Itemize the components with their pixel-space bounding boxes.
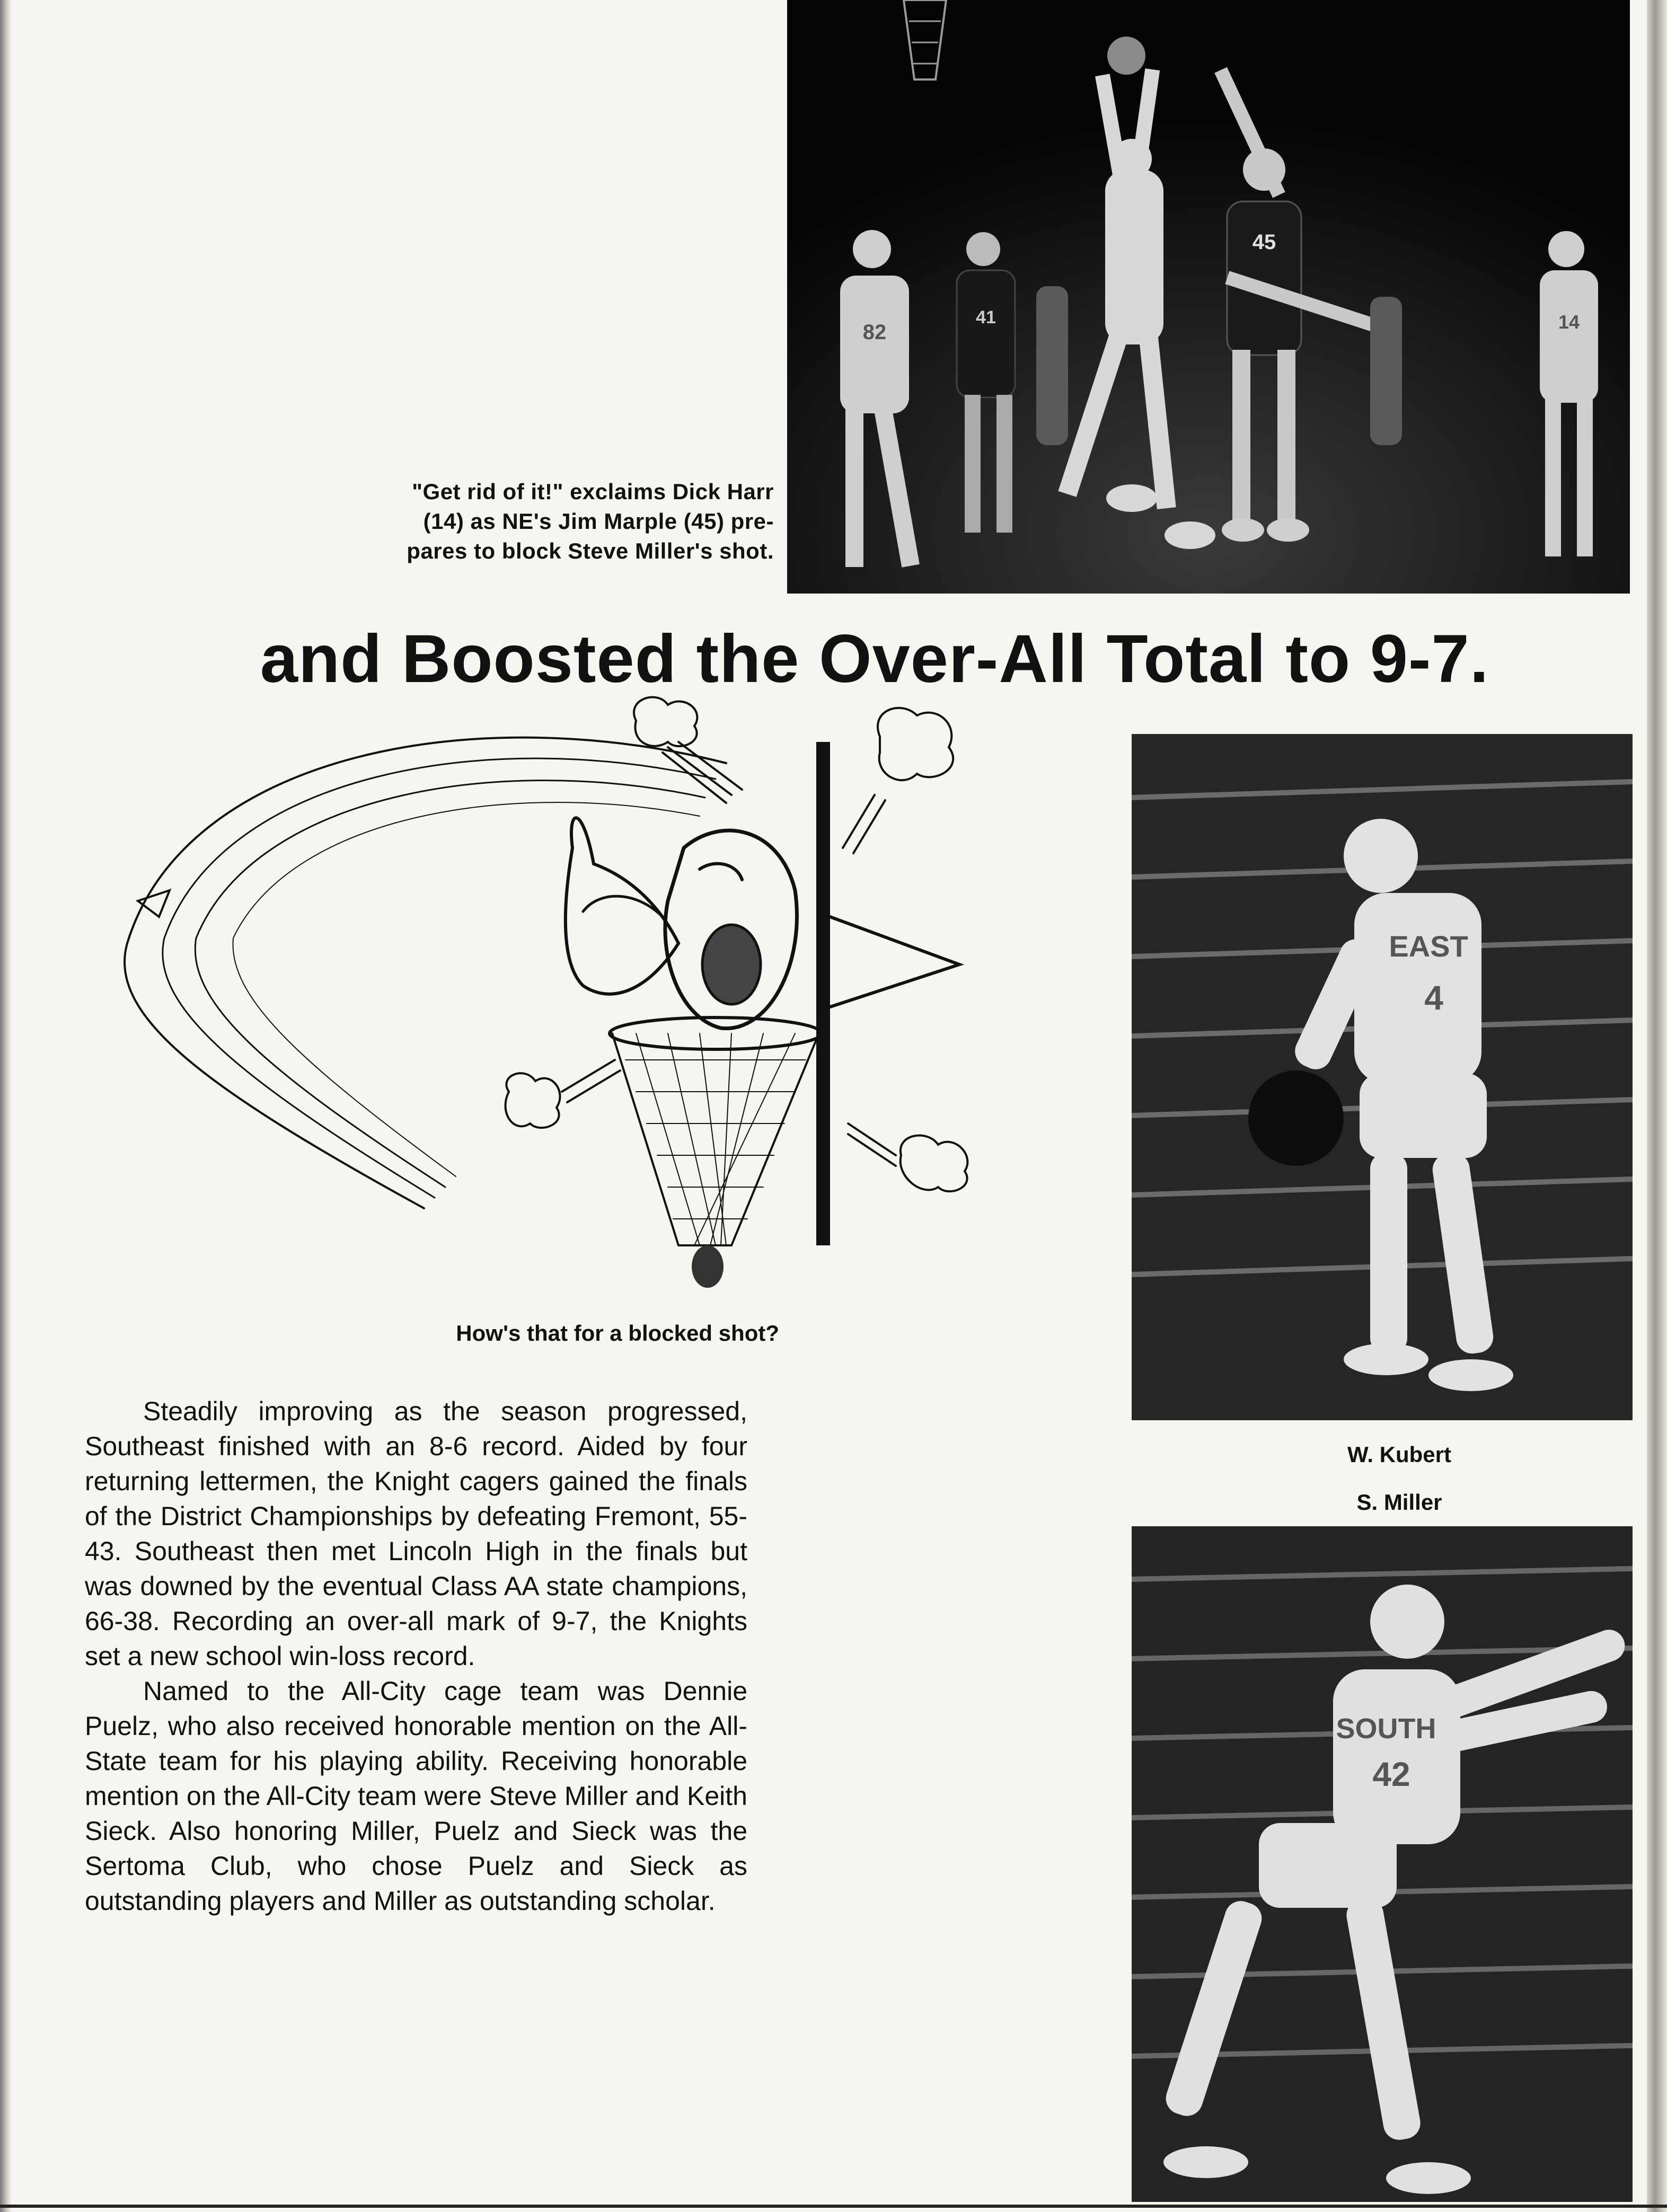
cartoon-caption: How's that for a blocked shot?	[456, 1321, 779, 1346]
jersey-number-41: 41	[976, 307, 996, 328]
jersey-text-east: EAST	[1389, 930, 1468, 963]
top-photo-caption	[297, 477, 774, 566]
player-photo-kubert	[1132, 734, 1633, 1420]
jersey-number-82: 82	[862, 321, 887, 344]
page-right-edge	[1647, 0, 1667, 2212]
bottom-rule	[0, 2205, 1667, 2208]
article-body	[85, 1394, 747, 1918]
article-paragraph: Steadily improving as the season progressed, Southeast finished with an 8-6 record. Aided by four returning lettermen, the Knight cagers gained the finals of the District Championships by defeating Fremont, 55-43. Southeast then met Lincoln High in the finals but was downed by the eventual Class AA state champions, 66-38. Recording an over-all mark of 9-7, the Knights set a new school win-loss record.	[85, 1396, 747, 1671]
player-photo-miller	[1132, 1526, 1633, 2202]
basketball-icon	[1248, 1070, 1344, 1166]
caption-line: "Get rid of it!" exclaims Dick Harr	[412, 479, 774, 504]
jersey-number-14: 14	[1558, 311, 1580, 333]
player-name-kubert: W. Kubert	[1347, 1442, 1451, 1467]
caption-line: (14) as NE's Jim Marple (45) pre-	[423, 509, 774, 534]
knight-blocking-shot-cartoon	[106, 689, 981, 1325]
page-binding-edge	[0, 0, 12, 2212]
article-paragraph: Named to the All-City cage team was Dennie Puelz, who also received honorable mention on the All-State team for his playing ability. Receiving honorable mention on the All-City team were Steve Miller and Keith Sieck. Also honoring Miller, Puelz and Sieck was the Sertoma Club, who chose Puelz and Sieck as outstanding players and Miller as outstanding scholar.	[85, 1676, 747, 1916]
top-action-photo	[787, 0, 1630, 594]
jersey-number-42: 42	[1372, 1755, 1410, 1793]
jersey-number-45: 45	[1252, 231, 1276, 254]
caption-line: pares to block Steve Miller's shot.	[407, 538, 774, 563]
jersey-text-south: SOUTH	[1336, 1713, 1436, 1745]
player-names	[1134, 1431, 1664, 1526]
player-name-miller: S. Miller	[1356, 1490, 1442, 1515]
page-headline: and Boosted the Over-All Total to 9-7.	[260, 621, 1489, 697]
jersey-number-4: 4	[1424, 979, 1443, 1017]
